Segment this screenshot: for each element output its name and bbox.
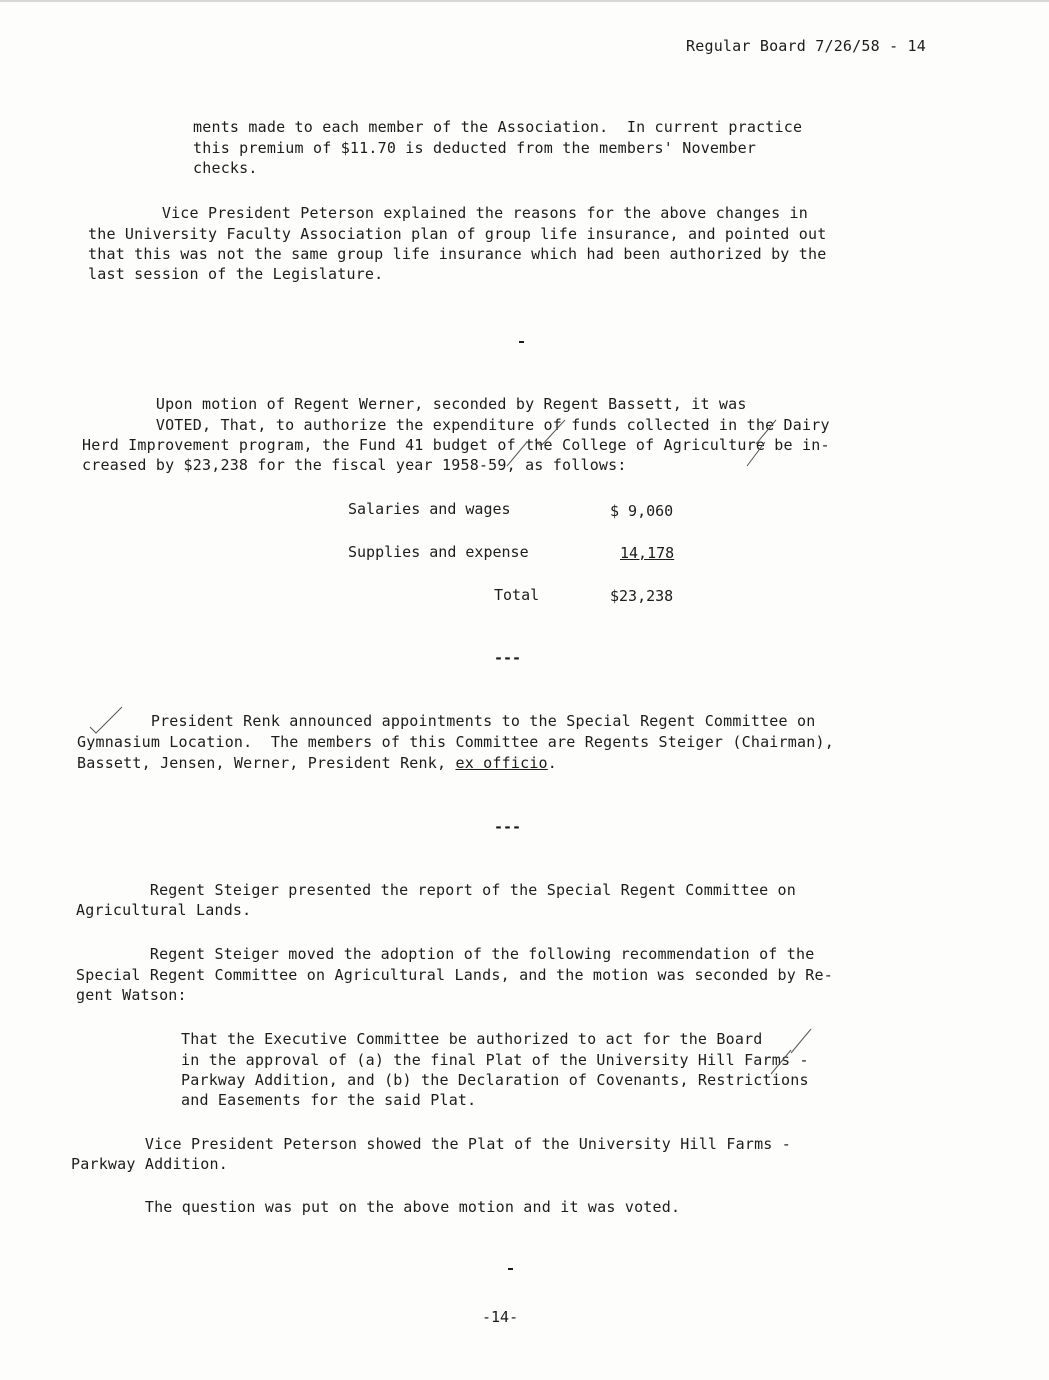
para7-line-2: Parkway Addition. xyxy=(71,1155,228,1173)
pencil-check-icon xyxy=(745,440,785,470)
para1-line-2: this premium of $11.70 is deducted from the members' November xyxy=(193,139,757,157)
para7-line-1: Vice President Peterson showed the Plat of the University Hill Farms - xyxy=(71,1135,791,1153)
budget-label-salaries: Salaries and wages xyxy=(348,500,511,518)
separator-dash xyxy=(508,1268,513,1270)
para5-line-2: Agricultural Lands. xyxy=(76,901,252,919)
para4-line-3-text: Bassett, Jensen, Werner, President Renk, xyxy=(77,754,456,772)
para3-line-1: Upon motion of Regent Werner, seconded by Regent Bassett, it was xyxy=(82,395,747,413)
para4-line-3 xyxy=(77,753,557,773)
pencil-check-icon xyxy=(505,440,545,470)
para2-line-1: Vice President Peterson explained the reasons for the above changes in xyxy=(88,204,808,222)
para2-line-4: last session of the Legislature. xyxy=(88,265,384,283)
page-number: -14- xyxy=(482,1308,519,1326)
separator-dash xyxy=(519,341,524,343)
page-top-edge xyxy=(0,0,1049,2)
separator-triple-dash: --- xyxy=(494,818,522,836)
budget-amount-salaries: $ 9,060 xyxy=(610,502,674,520)
ex-officio-text: ex officio xyxy=(455,754,548,772)
para5-line-1: Regent Steiger presented the report of the Special Regent Committee on xyxy=(76,881,796,899)
recommendation-line-4: and Easements for the said Plat. xyxy=(181,1091,477,1109)
para8-line-1: The question was put on the above motion and it was voted. xyxy=(71,1198,681,1216)
para2-line-3: that this was not the same group life insurance which had been authorized by the xyxy=(88,245,827,263)
para6-line-1: Regent Steiger moved the adoption of the following recommendation of the xyxy=(76,945,815,963)
para6-line-3: gent Watson: xyxy=(76,986,187,1004)
running-head: Regular Board 7/26/58 - 14 xyxy=(686,37,926,55)
para3-line-2: VOTED, That, to authorize the expenditure of funds collected in the Dairy xyxy=(82,416,830,434)
para2-line-2: the University Faculty Association plan of group life insurance, and pointed out xyxy=(88,225,827,243)
para1-line-1: ments made to each member of the Association. In current practice xyxy=(193,118,803,136)
recommendation-line-2: in the approval of (a) the final Plat of the University Hill Farms - xyxy=(181,1051,809,1069)
pencil-check-icon xyxy=(769,1048,809,1078)
para4-end-period: . xyxy=(547,754,558,772)
recommendation-line-3: Parkway Addition, and (b) the Declaration of Covenants, Restrictions xyxy=(181,1071,809,1089)
budget-amount-supplies: 14,178 xyxy=(620,544,675,562)
recommendation-line-1: That the Executive Committee be authorized to act for the Board xyxy=(181,1030,763,1048)
para4-line-2: Gymnasium Location. The members of this Committee are Regents Steiger (Chairman), xyxy=(77,733,834,751)
budget-label-total: Total xyxy=(494,586,540,604)
para3-line-3: Herd Improvement program, the Fund 41 budget of the College of Agriculture be in- xyxy=(82,436,830,454)
budget-amount-total: $23,238 xyxy=(610,587,674,605)
para1-line-3: checks. xyxy=(193,159,258,177)
para3-line-4: creased by $23,238 for the fiscal year 1958-59, as follows: xyxy=(82,456,627,474)
para4-line-1: President Renk announced appointments to the Special Regent Committee on xyxy=(77,712,816,730)
para6-line-2: Special Regent Committee on Agricultural Lands, and the motion was seconded by Re- xyxy=(76,966,833,984)
budget-label-supplies: Supplies and expense xyxy=(348,543,529,561)
separator-triple-dash: --- xyxy=(494,649,522,667)
